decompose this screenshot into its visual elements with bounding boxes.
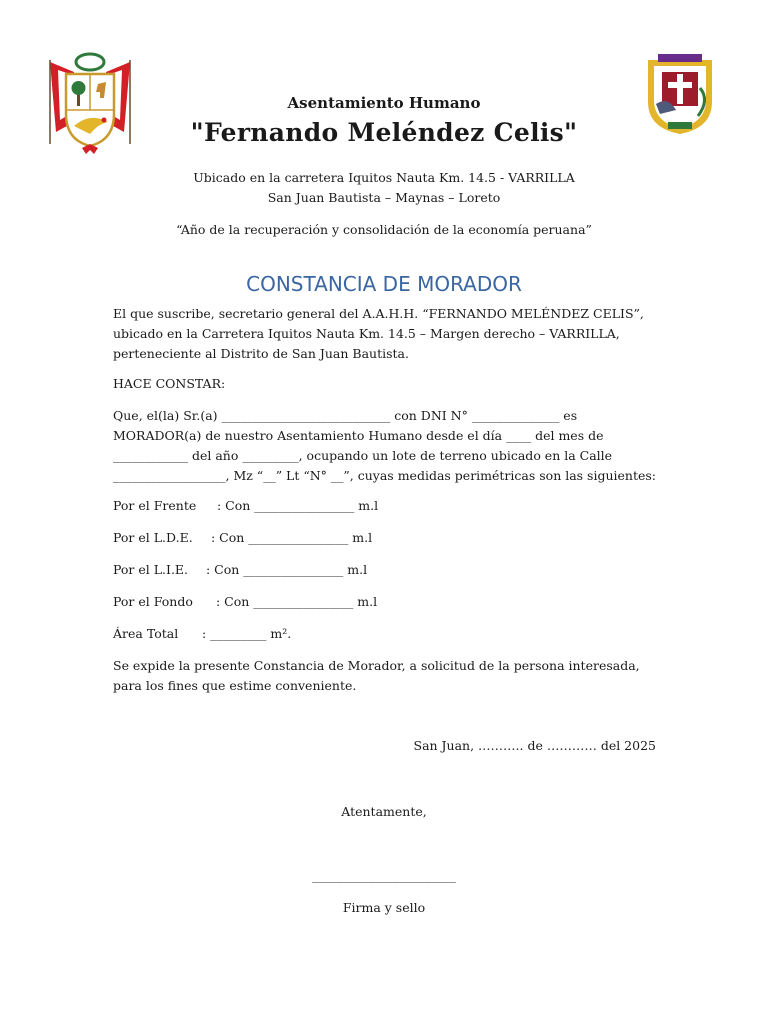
measure-front [113,496,379,516]
signature-caption: Firma y sello [342,900,426,915]
measure-value: : Con ________________ m.l [206,562,368,577]
measure-value: : Con ________________ m.l [211,530,373,545]
document-title: CONSTANCIA DE MORADOR [246,272,522,296]
measure-total-area [113,624,292,644]
hace-constar-heading: HACE CONSTAR: [113,376,226,391]
date-line: San Juan, ……….. de ………… del 2025 [413,738,656,753]
measure-label: Por el L.D.E. [113,530,193,545]
statement-paragraph: Que, el(la) Sr.(a) ___________________________ con DNI N° ______________ es MORADOR(a) de nuestro Asentamiento Humano desde el día ____ del mes de ____________ del año _________, ocupando un lote de terreno ubicado en la Calle __________________, Mz “__” Lt “N° __”, cuyas medidas perimétricas son las siguientes: [113,408,657,483]
intro-paragraph: El que suscribe, secretario general del A.A.H.H. “FERNANDO MELÉNDEZ CELIS”, ubicado en la Carretera Iquitos Nauta Km. 14.5 – Margen derecho – VARRILLA, perteneciente al Distrito de San Juan Bautista. [113,306,644,361]
measure-label: Por el Fondo [113,594,193,609]
closing-paragraph: Se expide la presente Constancia de Morador, a solicitud de la persona interesada, para los fines que estime conveniente. [113,658,640,693]
settlement-name: "Fernando Meléndez Celis" [190,118,578,147]
measure-value: : Con ________________ m.l [217,498,379,513]
year-motto: “Año de la recuperación y consolidación de la economía peruana” [176,222,592,237]
measure-value: : Con ________________ m.l [216,594,378,609]
measure-right-side [113,528,373,548]
location-line-1: Ubicado en la carretera Iquitos Nauta Km. 14.5 - VARRILLA [193,170,575,185]
signature-line: _______________________ [312,868,456,883]
measure-label: Por el Frente [113,498,197,513]
measure-label: Área Total [113,626,179,641]
measure-back [113,592,378,612]
measure-label: Por el L.I.E. [113,562,189,577]
location-line-2: San Juan Bautista – Maynas – Loreto [267,190,501,205]
settlement-type: Asentamiento Humano [287,94,481,112]
measure-value: : _________ m². [202,626,292,641]
measure-left-side [113,560,368,580]
sign-off: Atentamente, [341,804,427,819]
